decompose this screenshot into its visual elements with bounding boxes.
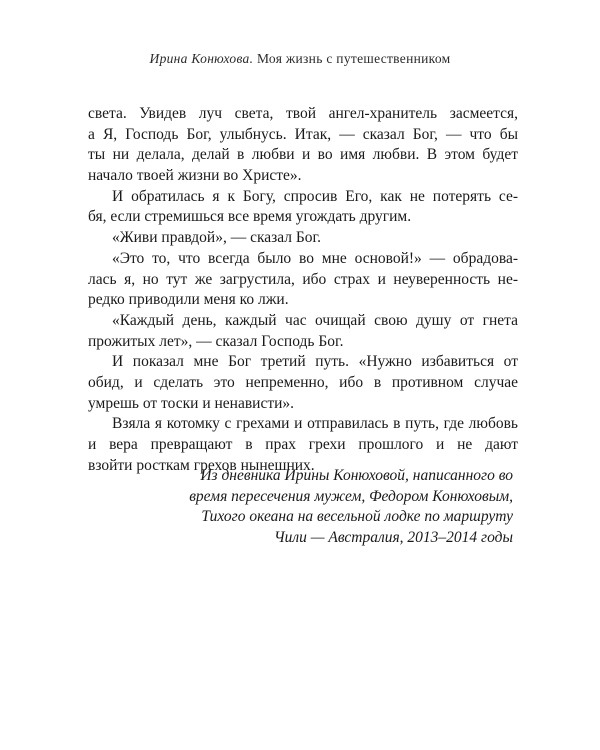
header-book-title: Моя жизнь с путешественником	[256, 51, 451, 66]
text-line: а Я, Господь Бог, улыбнусь. Итак, — сказал Бог, — что бы	[88, 125, 518, 143]
text-line: начало твоей жизни во Христе».	[88, 167, 302, 185]
text-line: И показал мне Бог третий путь. «Нужно избавиться от	[112, 353, 518, 371]
header-author: Ирина Конюхова.	[149, 51, 254, 66]
text-line: Взяла я котомку с грехами и отправилась в путь, где любовь	[112, 415, 518, 433]
epigraph-line: Чили — Австралия, 2013–2014 годы	[273, 529, 513, 547]
text-line: ты ни делала, делай в любви и во имя любви. В этом будет	[88, 146, 518, 164]
text-line: прожитых лет», — сказал Господь Бог.	[88, 332, 344, 350]
text-line: «Живи правдой», — сказал Бог.	[112, 229, 322, 247]
text-line: лась я, но тут же загрустила, ибо страх и неуверенность не-	[88, 270, 518, 288]
main-text	[88, 104, 518, 476]
text-line: И обратилась я к Богу, спросив Его, как не потерять се-	[112, 187, 518, 205]
text-line: взойти росткам грехов нынешних.	[88, 456, 315, 474]
text-line: «Это то, что всегда было во мне основой!» — обрадова-	[112, 249, 518, 267]
epigraph-line: Тихого океана на весельной лодке по маршруту	[201, 508, 513, 526]
text-line: редко приводили меня ко лжи.	[88, 291, 289, 309]
epigraph-line: Из дневника Ирины Конюховой, написанного во	[200, 467, 513, 484]
text-line: света. Увидев луч света, твой ангел-хранитель засмеется,	[88, 105, 518, 122]
epigraph-attribution	[113, 466, 513, 549]
text-line: и вера превращают в прах грехи прошлого и не дают	[88, 436, 518, 453]
text-line: обид, и сделать это непременно, ибо в противном случае	[88, 373, 518, 391]
epigraph-line: время пересечения мужем, Федором Конюховым,	[189, 487, 513, 505]
text-line: умрешь от тоски и ненависти».	[88, 394, 295, 412]
running-header	[0, 51, 600, 67]
text-line: бя, если стремишься все время угождать другим.	[88, 208, 412, 226]
text-line: «Каждый день, каждый час очищай свою душу от гнета	[112, 311, 518, 329]
